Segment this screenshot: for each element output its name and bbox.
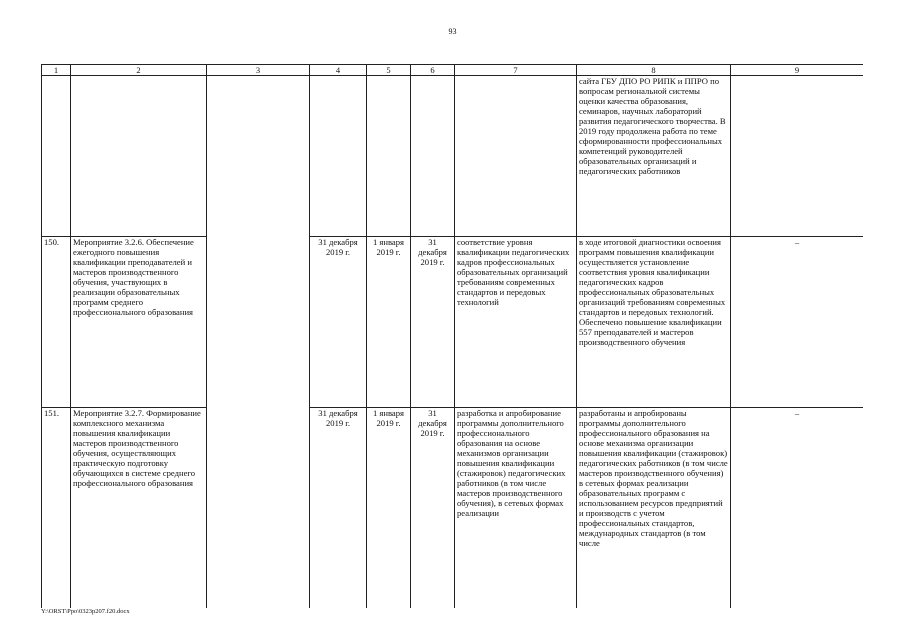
cell [455,76,577,237]
cell [207,76,310,237]
cell [411,76,455,237]
column-header-7: 7 [455,65,577,76]
table-row-continuation [42,76,864,237]
table-row [42,237,864,408]
cell [310,76,367,237]
expected-result-cell: соответствие уровня квалификации педагогических кадров профессиональных образовательных организаций требованиям современных стандартов и передовых технологий [455,237,577,408]
cell [42,76,71,237]
result-cell: в ходе итоговой диагностики освоения программ повышения квалификации осуществляется установление соответствия уровня квалификации педагогических кадров профессиональных образовательных организаций требованиям современных стандартов и передовых технологий. Обеспечено повышение квалификации 557 преподавателей и мастеров производственного обучения [577,237,731,408]
row-number: 150. [42,237,71,408]
event-name: Мероприятие 3.2.7. Формирование комплексного механизма повышения квалификации мастеров производственного обучения, осуществляющих практическую подготовку обучающихся в системе среднего профессионального образования [71,408,207,609]
document-file-path: Y:\ORST\Ppo\0323p207.f20.docx [41,608,130,615]
expected-result-cell: разработка и апробирование программы дополнительного профессионального образования на основе механизмов организации повышения квалификации (стажировок) педагогических работников (в том числе мастеров производственного обучения), в сетевых формах реализации [455,408,577,609]
end-date-cell: 31 декабря 2019 г. [411,408,455,609]
column-header-6: 6 [411,65,455,76]
cell [367,76,411,237]
column-header-3: 3 [207,65,310,76]
report-table-container [41,64,863,608]
report-table [41,64,863,608]
column-header-2: 2 [71,65,207,76]
row-number: 151. [42,408,71,609]
start-date-cell: 1 января 2019 г. [367,408,411,609]
column-header-8: 8 [577,65,731,76]
deadline-cell: 31 декабря 2019 г. [310,237,367,408]
cell [207,237,310,408]
cell [207,408,310,609]
note-cell: – [731,408,864,609]
page-number: 93 [448,27,457,36]
table-row [42,408,864,609]
event-name: Мероприятие 3.2.6. Обеспечение ежегодного повышения квалификации преподавателей и мастеров производственного обучения, участвующих в реализации образовательных программ среднего профессионального образования [71,237,207,408]
column-header-9: 9 [731,65,864,76]
result-cell: сайта ГБУ ДПО РО РИПК и ППРО по вопросам региональной системы оценки качества образования, семинаров, научных лабораторий развития педагогического творчества. В 2019 году продолжена работа по теме сформированности профессиональных компетенций руководителей образовательных организаций и педагогических работников [577,76,731,237]
result-cell: разработаны и апробированы программы дополнительного профессионального образования на основе механизма организации повышения квалификации (стажировок) педагогических работников (в том числе мастеров производственного обучения) в сетевых формах реализации образовательных программ с использованием ресурсов предприятий и производств с учетом профессиональных стандартов, международных стандартов (в том числе [577,408,731,609]
cell [731,76,864,237]
column-number-row [42,65,864,76]
cell [71,76,207,237]
column-header-4: 4 [310,65,367,76]
start-date-cell: 1 января 2019 г. [367,237,411,408]
deadline-cell: 31 декабря 2019 г. [310,408,367,609]
note-cell: – [731,237,864,408]
end-date-cell: 31 декабря 2019 г. [411,237,455,408]
column-header-5: 5 [367,65,411,76]
column-header-1: 1 [42,65,71,76]
